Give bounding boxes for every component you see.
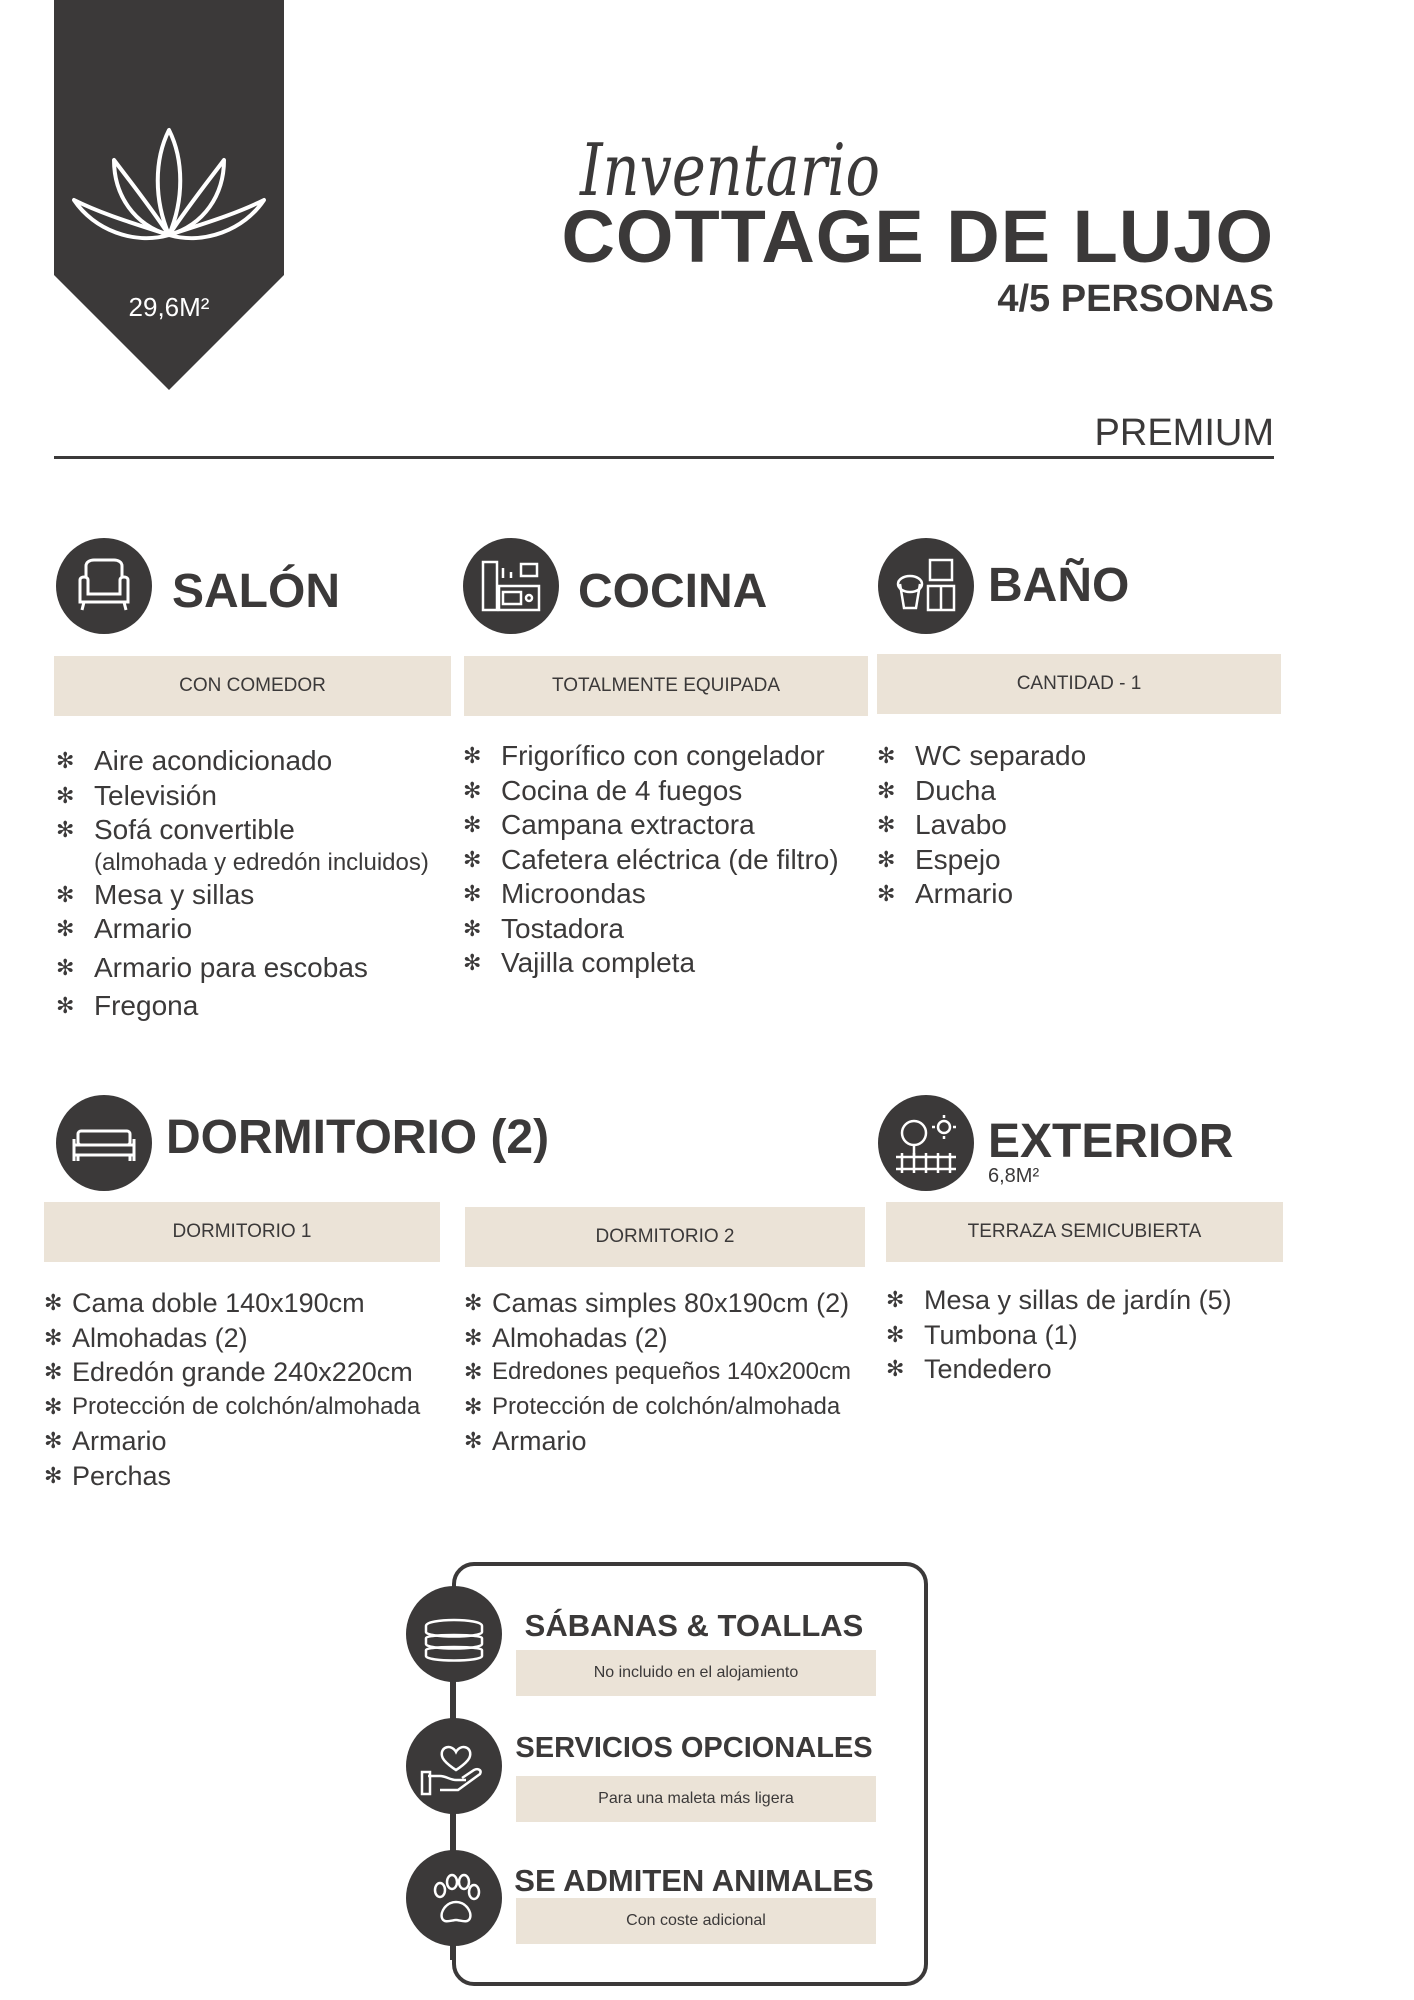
list-item: ✻ Tostadora	[463, 912, 839, 947]
extras-note-0: No incluido en el alojamiento	[516, 1650, 876, 1696]
dormitorio1-band: DORMITORIO 1	[44, 1202, 440, 1262]
list-item: ✻ Armario	[464, 1424, 851, 1459]
list-item	[56, 813, 429, 878]
salon-title: SALÓN	[172, 565, 340, 618]
list-item: ✻ Cama doble 140x190cm	[44, 1286, 420, 1321]
extras-note-1: Para una maleta más ligera	[516, 1776, 876, 1822]
cocina-band: TOTALMENTE EQUIPADA	[464, 656, 868, 716]
list-item: ✻ Camas simples 80x190cm (2)	[464, 1286, 851, 1321]
list-item: ✻ Armario	[877, 877, 1086, 912]
bano-list	[877, 739, 1086, 912]
paw-icon	[406, 1850, 502, 1946]
dormitorio-title: DORMITORIO (2)	[166, 1111, 550, 1164]
armchair-icon	[56, 538, 152, 634]
bed-icon	[56, 1095, 152, 1191]
exterior-list	[886, 1283, 1232, 1387]
extras-title-1: SERVICIOS OPCIONALES	[515, 1732, 873, 1764]
dormitorio1-list	[44, 1286, 420, 1493]
list-item: ✻ Almohadas (2)	[464, 1321, 851, 1356]
towels-icon	[406, 1586, 502, 1682]
bano-title: BAÑO	[988, 559, 1130, 612]
list-item: ✻ Microondas	[463, 877, 839, 912]
list-item: ✻ Mesa y sillas	[56, 878, 429, 913]
exterior-area: 6,8M²	[988, 1165, 1040, 1187]
list-item: ✻ Armario	[56, 912, 429, 947]
list-item-label: Sofá convertible	[94, 814, 295, 845]
list-item: ✻ Protección de colchón/almohada	[44, 1390, 420, 1425]
tier-label: PREMIUM	[1094, 412, 1274, 454]
list-item: ✻ WC separado	[877, 739, 1086, 774]
salon-band: CON COMEDOR	[54, 656, 451, 716]
list-item: ✻ Mesa y sillas de jardín (5)	[886, 1283, 1232, 1318]
list-item: ✻ Vajilla completa	[463, 946, 839, 981]
list-item: ✻ Armario para escobas	[56, 951, 429, 986]
list-item: ✻ Lavabo	[877, 808, 1086, 843]
list-item: ✻ Cafetera eléctrica (de filtro)	[463, 843, 839, 878]
list-item-note: (almohada y edredón incluidos)	[94, 848, 429, 876]
list-item: ✻ Frigorífico con congelador	[463, 739, 839, 774]
bathroom-icon	[878, 538, 974, 634]
list-item: ✻ Fregona	[56, 989, 429, 1024]
list-item: ✻ Televisión	[56, 779, 429, 814]
list-item: ✻ Edredón grande 240x220cm	[44, 1355, 420, 1390]
list-item: ✻ Almohadas (2)	[44, 1321, 420, 1356]
extras-title-0: SÁBANAS & TOALLAS	[524, 1608, 864, 1643]
dormitorio2-list	[464, 1286, 851, 1459]
list-item: ✻ Edredones pequeños 140x200cm	[464, 1355, 851, 1390]
salon-list	[56, 744, 429, 1024]
garden-icon	[878, 1095, 974, 1191]
dormitorio2-band: DORMITORIO 2	[465, 1207, 865, 1267]
area-badge: 29,6M²	[128, 292, 210, 322]
list-item: ✻ Campana extractora	[463, 808, 839, 843]
list-item: ✻ Espejo	[877, 843, 1086, 878]
exterior-title: EXTERIOR	[988, 1115, 1234, 1168]
heart-hand-icon	[406, 1718, 502, 1814]
area-ribbon	[54, 0, 284, 390]
cocina-list	[463, 739, 839, 981]
header-divider	[54, 456, 1274, 459]
list-item: ✻ Protección de colchón/almohada	[464, 1390, 851, 1425]
list-item: ✻ Tendedero	[886, 1352, 1232, 1387]
exterior-band: TERRAZA SEMICUBIERTA	[886, 1202, 1283, 1262]
page-title: COTTAGE DE LUJO	[561, 195, 1274, 278]
list-item: ✻ Armario	[44, 1424, 420, 1459]
list-item: ✻ Aire acondicionado	[56, 744, 429, 779]
extras-title-2: SE ADMITEN ANIMALES	[514, 1863, 874, 1898]
kitchen-icon	[463, 538, 559, 634]
extras-note-2: Con coste adicional	[516, 1898, 876, 1944]
list-item: ✻ Tumbona (1)	[886, 1318, 1232, 1353]
script-title-text: Inventario	[578, 128, 880, 212]
list-item: ✻ Perchas	[44, 1459, 420, 1494]
cocina-title: COCINA	[578, 565, 768, 618]
list-item: ✻ Ducha	[877, 774, 1086, 809]
bano-band: CANTIDAD - 1	[877, 654, 1281, 714]
list-item: ✻ Cocina de 4 fuegos	[463, 774, 839, 809]
capacity-subtitle: 4/5 PERSONAS	[997, 278, 1274, 320]
